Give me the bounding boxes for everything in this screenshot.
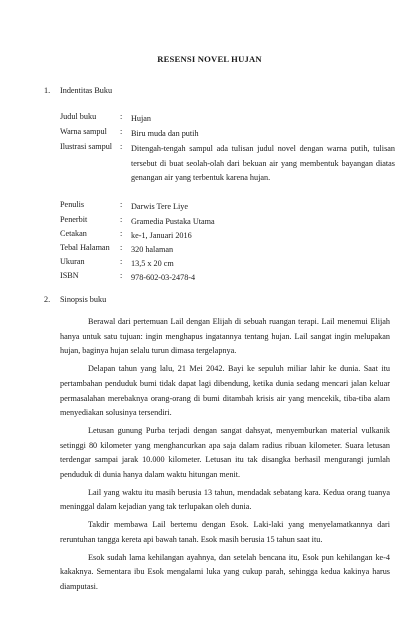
section-2-number: 2. — [44, 295, 51, 304]
info-colon: : — [120, 200, 123, 209]
info-label: Cetakan — [60, 229, 87, 238]
info-value: Biru muda dan putih — [131, 129, 199, 138]
info-label: Ukuran — [60, 257, 85, 266]
info-label: Judul buku — [60, 112, 97, 121]
info-value: 13,5 x 20 cm — [131, 259, 174, 268]
section-2-title: Sinopsis buku — [60, 295, 107, 304]
info-colon: : — [120, 271, 123, 280]
info-label: Tebal Halaman — [60, 243, 110, 252]
synopsis-paragraph: Takdir membawa Lail bertemu dengan Esok. Laki-laki yang menyelamatkannya dari reruntuhan tangga kereta api bawah tanah. Esok masih berusia 15 tahun saat itu. — [60, 520, 390, 544]
info-value: 320 halaman — [131, 245, 174, 254]
synopsis-body — [60, 315, 390, 598]
info-value: Hujan — [131, 114, 152, 123]
info-value: Ditengah-tengah sampul ada tulisan judul novel dengan warna putih, tulisan tersebut di buat seolah-olah dari bekuan air yang membentuk bayangan diatas genangan air yang terbentuk karena hujan. — [131, 144, 395, 182]
info-colon: : — [120, 229, 123, 238]
info-colon: : — [120, 142, 123, 151]
info-value: Gramedia Pustaka Utama — [131, 217, 215, 226]
section-1-title: Indentitas Buku — [60, 86, 113, 95]
synopsis-paragraph: Lail yang waktu itu masih berusia 13 tahun, mendadak sebatang kara. Kedua orang tuanya meninggal dalam kejadian yang tak terlupakan oleh dunia. — [60, 487, 390, 512]
section-1-number: 1. — [44, 86, 51, 95]
info-value: 978-602-03-2478-4 — [131, 273, 196, 282]
info-colon: : — [120, 243, 123, 252]
info-label: Ilustrasi sampul — [60, 142, 113, 151]
info-colon: : — [120, 257, 123, 266]
info-colon: : — [120, 127, 123, 136]
info-colon: : — [120, 112, 123, 121]
info-value: Darwis Tere Liye — [131, 202, 189, 211]
synopsis-paragraph: Berawal dari pertemuan Lail dengan Elijah di sebuah ruangan terapi. Lail menemui Elijah hanya untuk satu tujuan: ingin menghapus ingatannya tentang hujan. Lail sangat ingin melupakan hujan, baginya hujan selalu turun dimasa tergelapnya. — [60, 317, 390, 356]
synopsis-paragraph: Letusan gunung Purba terjadi dengan sangat dahsyat, menyemburkan material vulkanik setinggi 80 kilometer yang menghancurkan apa saja dalam radius ribuan kilometer. Suara letusan terdengar sampai jarak 10.000 kilometer. Letusan itu tak disangka berhasil mengurangi jumlah penduduk di dunia hanya dalam waktu hitungan menit. — [60, 425, 390, 480]
info-colon: : — [120, 215, 123, 224]
section-2-heading — [44, 295, 106, 304]
synopsis-paragraph: Esok sudah lama kehilangan ayahnya, dan setelah bencana itu, Esok pun kehilangan ke-4 kakaknya. Sementara ibu Esok mengalami luka yang cukup parah, sehingga kedua kakinya harus diamputasi. — [60, 552, 390, 591]
synopsis-paragraph: Delapan tahun yang lalu, 21 Mei 2042. Bayi ke sepuluh miliar lahir ke dunia. Saat itu pertambahan penduduk bumi tidak dapat lagi dibendung, ketika dunia sedang mencari jalan keluar permasalahan merebaknya orang-orang di bumi ditambah krisis air yang mencekik, tiba-tiba alam menyediakan solusinya tersendiri. — [60, 364, 390, 418]
info-label: Warna sampul — [60, 127, 107, 136]
info-value: ke-1, Januari 2016 — [131, 231, 192, 240]
section-1-heading — [44, 86, 112, 95]
info-label: Penerbit — [60, 215, 88, 224]
info-label: ISBN — [60, 271, 79, 280]
document-title: RESENSI NOVEL HUJAN — [157, 54, 262, 64]
info-label: Penulis — [60, 200, 85, 209]
